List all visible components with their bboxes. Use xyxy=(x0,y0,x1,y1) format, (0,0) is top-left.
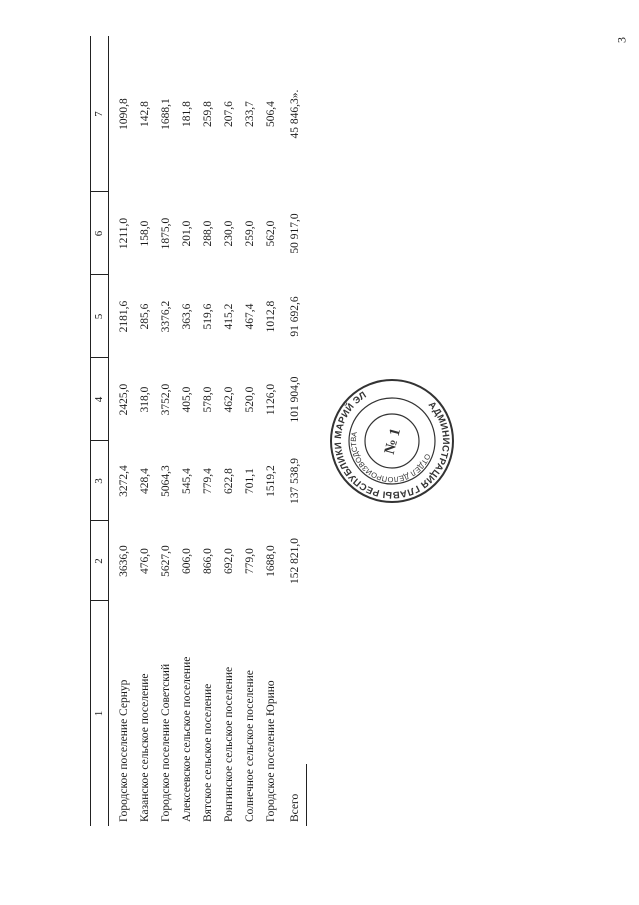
total-row xyxy=(285,36,306,826)
column-header-6: 6 xyxy=(93,230,105,237)
total-label: Всего xyxy=(289,793,301,822)
cell-value: 207,6 xyxy=(223,101,235,127)
column-header-2: 2 xyxy=(93,558,105,564)
cell-value: 259,8 xyxy=(202,101,214,127)
table-row xyxy=(219,36,240,826)
header-column-divider xyxy=(90,274,108,275)
settlement-name: Алексеевское сельское поселение xyxy=(181,656,193,822)
data-table xyxy=(90,36,320,826)
cell-value: 606,0 xyxy=(181,548,193,574)
cell-value: 405,0 xyxy=(181,386,193,413)
cell-value: 181,8 xyxy=(181,101,193,127)
cell-value: 1211,0 xyxy=(118,217,130,250)
header-column-divider xyxy=(90,191,108,192)
cell-value: 1519,2 xyxy=(265,465,277,497)
settlement-name: Солнечное сельское поселение xyxy=(244,670,256,822)
table-row xyxy=(240,36,261,826)
cell-value: 152 821,0 xyxy=(289,538,301,584)
settlement-name: Городское поселение Советский xyxy=(160,663,172,822)
column-header-1: 1 xyxy=(93,710,105,717)
header-column-divider xyxy=(90,520,108,521)
cell-value: 519,6 xyxy=(202,303,214,330)
column-header-7: 7 xyxy=(93,111,105,117)
header-bottom-rule xyxy=(108,36,109,826)
cell-value: 476,0 xyxy=(139,548,151,574)
cell-value: 1688,0 xyxy=(265,545,277,577)
cell-value: 1875,0 xyxy=(160,217,172,250)
cell-value: 622,8 xyxy=(223,468,235,494)
cell-value: 2181,6 xyxy=(118,300,130,333)
cell-value: 3752,0 xyxy=(160,383,172,416)
cell-value: 520,0 xyxy=(244,386,256,413)
cell-value: 428,4 xyxy=(139,468,151,494)
cell-value: 779,4 xyxy=(202,468,214,494)
cell-value: 158,0 xyxy=(139,220,151,247)
table-top-rule xyxy=(90,36,91,826)
column-header-5: 5 xyxy=(93,313,105,320)
cell-value: 506,4 xyxy=(265,101,277,127)
table-row xyxy=(261,36,282,826)
cell-value: 5064,3 xyxy=(160,465,172,497)
cell-value: 230,0 xyxy=(223,220,235,247)
cell-value: 363,6 xyxy=(181,303,193,330)
table-row xyxy=(177,36,198,826)
header-column-divider xyxy=(90,600,108,601)
cell-value: 1090,8 xyxy=(118,98,130,130)
settlement-name: Вятское сельское поселение xyxy=(202,683,214,822)
svg-text:АДМИНИСТРАЦИЯ ГЛАВЫ РЕСПУБЛИКИ: АДМИНИСТРАЦИЯ ГЛАВЫ РЕСПУБЛИКИ МАРИЙ ЭЛ xyxy=(332,389,452,501)
page-number: 3 xyxy=(614,37,629,43)
cell-value: 779,0 xyxy=(244,548,256,574)
header-column-divider xyxy=(90,357,108,358)
table-row xyxy=(156,36,177,826)
cell-value: 50 917,0 xyxy=(289,213,301,254)
cell-value: 415,2 xyxy=(223,303,235,330)
table-row xyxy=(114,36,135,826)
cell-value: 101 904,0 xyxy=(289,376,301,423)
cell-value: 285,6 xyxy=(139,303,151,330)
table-row xyxy=(198,36,219,826)
table-bottom-rule xyxy=(306,764,307,826)
cell-value: 562,0 xyxy=(265,220,277,247)
cell-value: 692,0 xyxy=(223,548,235,574)
settlement-name: Городское поселение Сернур xyxy=(118,679,130,822)
cell-value: 137 538,9 xyxy=(289,458,301,504)
cell-value: 5627,0 xyxy=(160,545,172,577)
cell-value: 3636,0 xyxy=(118,545,130,577)
cell-value: 462,0 xyxy=(223,386,235,413)
cell-value: 45 846,3». xyxy=(289,89,301,139)
svg-text:ОТДЕЛ ДЕЛОПРОИЗВОДСТВА: ОТДЕЛ ДЕЛОПРОИЗВОДСТВА xyxy=(348,430,433,485)
settlement-name: Городское поселение Юрино xyxy=(265,680,277,822)
cell-value: 578,0 xyxy=(202,386,214,413)
svg-text:№ 1: № 1 xyxy=(381,426,405,457)
cell-value: 1688,1 xyxy=(160,98,172,130)
cell-value: 318,0 xyxy=(139,386,151,413)
cell-value: 1012,8 xyxy=(265,300,277,333)
column-header-3: 3 xyxy=(93,478,105,484)
cell-value: 1126,0 xyxy=(265,383,277,416)
settlement-name: Казанское сельское поселение xyxy=(139,673,151,822)
cell-value: 259,0 xyxy=(244,220,256,247)
table-row xyxy=(135,36,156,826)
cell-value: 91 692,6 xyxy=(289,296,301,337)
cell-value: 467,4 xyxy=(244,303,256,330)
official-seal xyxy=(328,377,456,505)
column-header-4: 4 xyxy=(93,396,105,403)
cell-value: 701,1 xyxy=(244,468,256,494)
cell-value: 201,0 xyxy=(181,220,193,247)
cell-value: 545,4 xyxy=(181,468,193,494)
cell-value: 2425,0 xyxy=(118,383,130,416)
settlement-name: Ронгинское сельское поселение xyxy=(223,666,235,822)
cell-value: 3272,4 xyxy=(118,465,130,497)
cell-value: 866,0 xyxy=(202,548,214,574)
header-column-divider xyxy=(90,440,108,441)
cell-value: 288,0 xyxy=(202,220,214,247)
cell-value: 142,8 xyxy=(139,101,151,127)
cell-value: 3376,2 xyxy=(160,300,172,333)
cell-value: 233,7 xyxy=(244,101,256,127)
